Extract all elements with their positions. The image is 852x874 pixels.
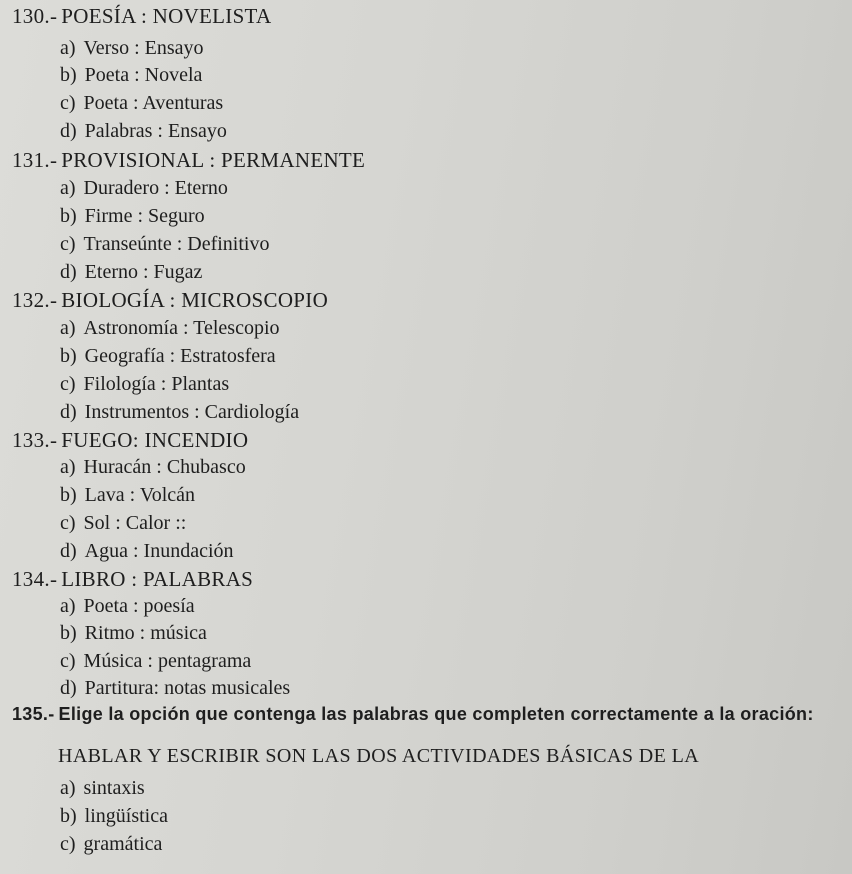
option-130-b [60, 64, 202, 87]
option-text: Ritmo : música [84, 622, 207, 644]
option-text: Firme : Seguro [84, 205, 205, 227]
option-130-a [60, 37, 204, 60]
option-letter: a) [60, 317, 76, 339]
question-instruction: Elige la opción que contenga las palabras que completen correctamente a la oración: [58, 704, 814, 724]
question-title: LIBRO : PALABRAS [61, 567, 254, 591]
option-letter: a) [60, 456, 76, 478]
option-text: Partitura: notas musicales [84, 677, 291, 699]
option-text: Astronomía : Telescopio [83, 317, 280, 339]
option-letter: d) [60, 401, 77, 423]
option-letter: c) [60, 833, 76, 855]
question-131-heading [12, 148, 365, 173]
option-letter: d) [60, 540, 77, 562]
option-text: Poeta : poesía [83, 595, 195, 617]
option-letter: d) [60, 120, 77, 142]
option-text: Poeta : Novela [84, 64, 203, 86]
option-135-a [60, 777, 145, 800]
question-132-heading [12, 288, 328, 313]
option-letter: a) [60, 595, 76, 617]
option-132-c [60, 373, 229, 396]
option-letter: c) [60, 512, 76, 534]
question-135-sentence: HABLAR Y ESCRIBIR SON LAS DOS ACTIVIDADES BÁSICAS DE LA [58, 745, 700, 767]
option-letter: b) [60, 484, 77, 506]
option-text: Huracán : Chubasco [83, 456, 246, 478]
option-132-b [60, 345, 276, 368]
option-letter: a) [60, 177, 76, 199]
option-letter: c) [60, 373, 76, 395]
option-letter: b) [60, 64, 77, 86]
option-134-c [60, 650, 251, 673]
question-title: PROVISIONAL : PERMANENTE [61, 148, 366, 172]
option-130-d [60, 120, 227, 143]
option-text: Filología : Plantas [83, 373, 230, 395]
question-title: POESÍA : NOVELISTA [61, 4, 272, 28]
option-text: lingüística [84, 805, 168, 827]
option-text: Poeta : Aventuras [83, 92, 224, 114]
question-135-instruction [12, 704, 814, 725]
question-number: 131.- [12, 148, 58, 172]
option-131-a [60, 177, 228, 200]
option-text: Eterno : Fugaz [84, 261, 203, 283]
option-text: Palabras : Ensayo [84, 120, 227, 142]
question-number: 130.- [12, 4, 58, 28]
option-letter: b) [60, 805, 77, 827]
option-133-d [60, 540, 234, 563]
option-133-b [60, 484, 195, 507]
option-text: Sol : Calor :: [83, 512, 187, 534]
option-131-b [60, 205, 205, 228]
option-132-d [60, 401, 299, 424]
option-letter: a) [60, 37, 76, 59]
option-letter: a) [60, 777, 76, 799]
option-135-c [60, 833, 162, 856]
option-text: Lava : Volcán [84, 484, 196, 506]
question-title: FUEGO: INCENDIO [61, 428, 249, 452]
option-133-a [60, 456, 246, 479]
option-135-b [60, 805, 168, 828]
option-130-c [60, 92, 223, 115]
question-title: BIOLOGÍA : MICROSCOPIO [61, 288, 329, 312]
question-number: 135.- [12, 704, 55, 724]
option-text: Música : pentagrama [83, 650, 252, 672]
question-number: 133.- [12, 428, 58, 452]
option-text: gramática [83, 833, 163, 855]
option-134-d [60, 677, 290, 700]
option-letter: d) [60, 261, 77, 283]
option-text: Verso : Ensayo [83, 37, 204, 59]
option-text: Instrumentos : Cardiología [84, 401, 300, 423]
option-letter: b) [60, 205, 77, 227]
question-130-heading [12, 4, 271, 29]
option-letter: c) [60, 92, 76, 114]
question-134-heading [12, 567, 253, 592]
option-134-a [60, 595, 195, 618]
option-letter: c) [60, 650, 76, 672]
option-text: Transeúnte : Definitivo [83, 233, 270, 255]
option-131-d [60, 261, 202, 284]
option-132-a [60, 317, 280, 340]
option-text: Duradero : Eterno [83, 177, 228, 199]
option-text: Geografía : Estratosfera [84, 345, 276, 367]
option-text: Agua : Inundación [84, 540, 234, 562]
question-number: 132.- [12, 288, 58, 312]
option-letter: b) [60, 345, 77, 367]
question-133-heading [12, 428, 248, 453]
option-131-c [60, 233, 269, 256]
option-letter: b) [60, 622, 77, 644]
option-133-c [60, 512, 186, 535]
option-letter: c) [60, 233, 76, 255]
option-134-b [60, 622, 207, 645]
option-text: sintaxis [83, 777, 145, 799]
option-letter: d) [60, 677, 77, 699]
question-number: 134.- [12, 567, 58, 591]
